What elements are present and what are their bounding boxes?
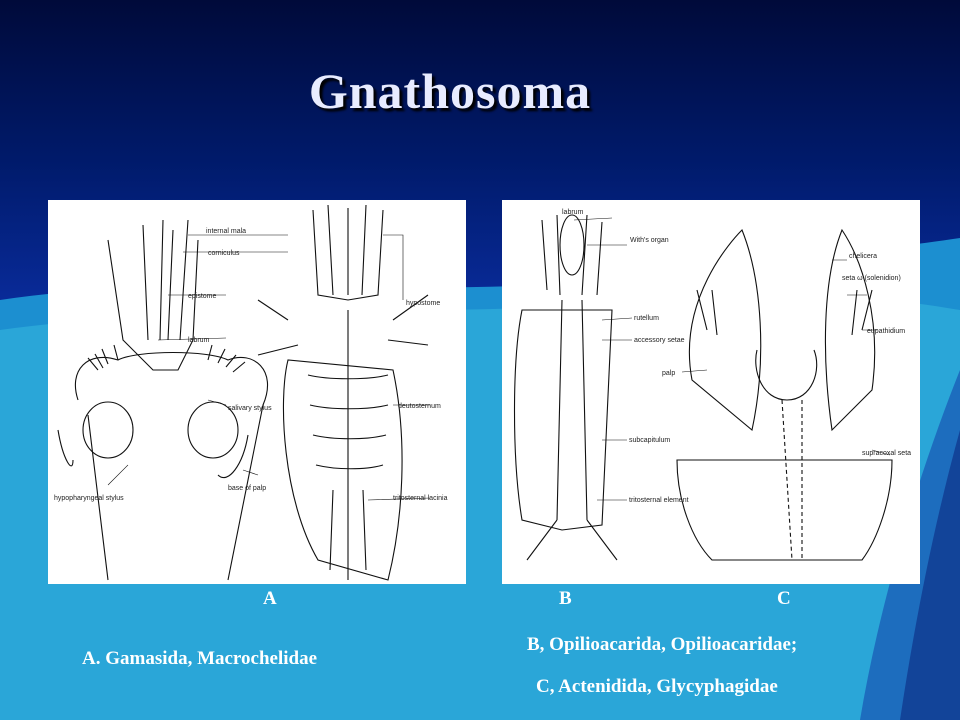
figure-a-gamasida	[48, 200, 466, 584]
ann-labrum-a: labrum	[188, 337, 210, 344]
ann-tritosternal-element: tritosternal element	[629, 497, 689, 504]
ann-internal-mala: internal mala	[206, 228, 247, 235]
ann-accessory-setae: accessory setae	[634, 337, 685, 344]
fig-a-tritosternum	[330, 310, 366, 580]
ann-hypopharyngeal-stylus: hypopharyngeal stylus	[54, 495, 124, 502]
ann-tritosternal-lacinia: tritosternal lacinia	[393, 495, 448, 502]
ann-chelicera: chelicera	[849, 253, 878, 260]
fig-c-body	[677, 460, 892, 560]
ann-labrum-b: labrum	[562, 209, 584, 216]
caption-a: A. Gamasida, Macrochelidae	[82, 648, 318, 669]
label-b: B	[559, 588, 572, 609]
ann-seta-solenidion: seta ω (solenidion)	[842, 275, 901, 282]
fig-a-styli	[143, 220, 188, 340]
ann-deutosternum: deutosternum	[398, 403, 441, 410]
ann-supracoxal-seta: supracoxal seta	[862, 450, 912, 457]
label-a: A	[263, 588, 277, 609]
ann-rutellum: rutellum	[634, 315, 659, 322]
fig-a-leader-lines	[108, 235, 430, 500]
ann-salivary-stylus: salivary stylus	[228, 405, 272, 412]
fig-a-right-setae	[258, 295, 428, 355]
ann-palp: palp	[662, 370, 676, 377]
ann-corniculus: corniculus	[208, 250, 240, 257]
fig-c-setae	[697, 290, 872, 335]
fig-a-left-body	[75, 353, 267, 581]
caption-b: B, Opilioacarida, Opilioacaridae;	[527, 634, 798, 655]
fig-b-body	[515, 310, 613, 530]
figure-bc-drawing	[502, 200, 920, 584]
fig-a-right-mala	[328, 205, 366, 295]
ann-withs-organ: With's organ	[630, 237, 669, 244]
caption-c: C, Actenidida, Glycyphagidae	[536, 676, 778, 697]
ann-epistome: epistome	[188, 293, 217, 300]
ann-hypostome: hypostome	[406, 300, 441, 307]
slide-title: Gnathosoma	[308, 63, 592, 119]
ann-base-of-palp: base of palp	[228, 485, 267, 492]
figure-a-drawing	[48, 200, 466, 584]
fig-a-palp-base-left	[83, 402, 133, 458]
fig-c-mouth	[756, 350, 817, 400]
fig-b-labrum	[560, 215, 584, 275]
fig-a-left-mouthparts	[108, 240, 198, 370]
figure-bc-opilioacarida-actenidida	[502, 200, 920, 584]
label-c: C	[777, 588, 791, 609]
fig-bc-leader-lines	[574, 218, 890, 500]
fig-b-tritosternal-element	[527, 300, 617, 560]
fig-c-chelicera-left	[689, 230, 760, 430]
ann-subcapitulum: subcapitulum	[629, 437, 671, 444]
ann-eupathidium: eupathidium	[867, 328, 906, 335]
fig-b-chelicerae	[542, 215, 602, 295]
fig-c-internal	[782, 400, 802, 560]
fig-a-palp-ends	[58, 430, 248, 478]
fig-a-right-body	[283, 360, 402, 580]
